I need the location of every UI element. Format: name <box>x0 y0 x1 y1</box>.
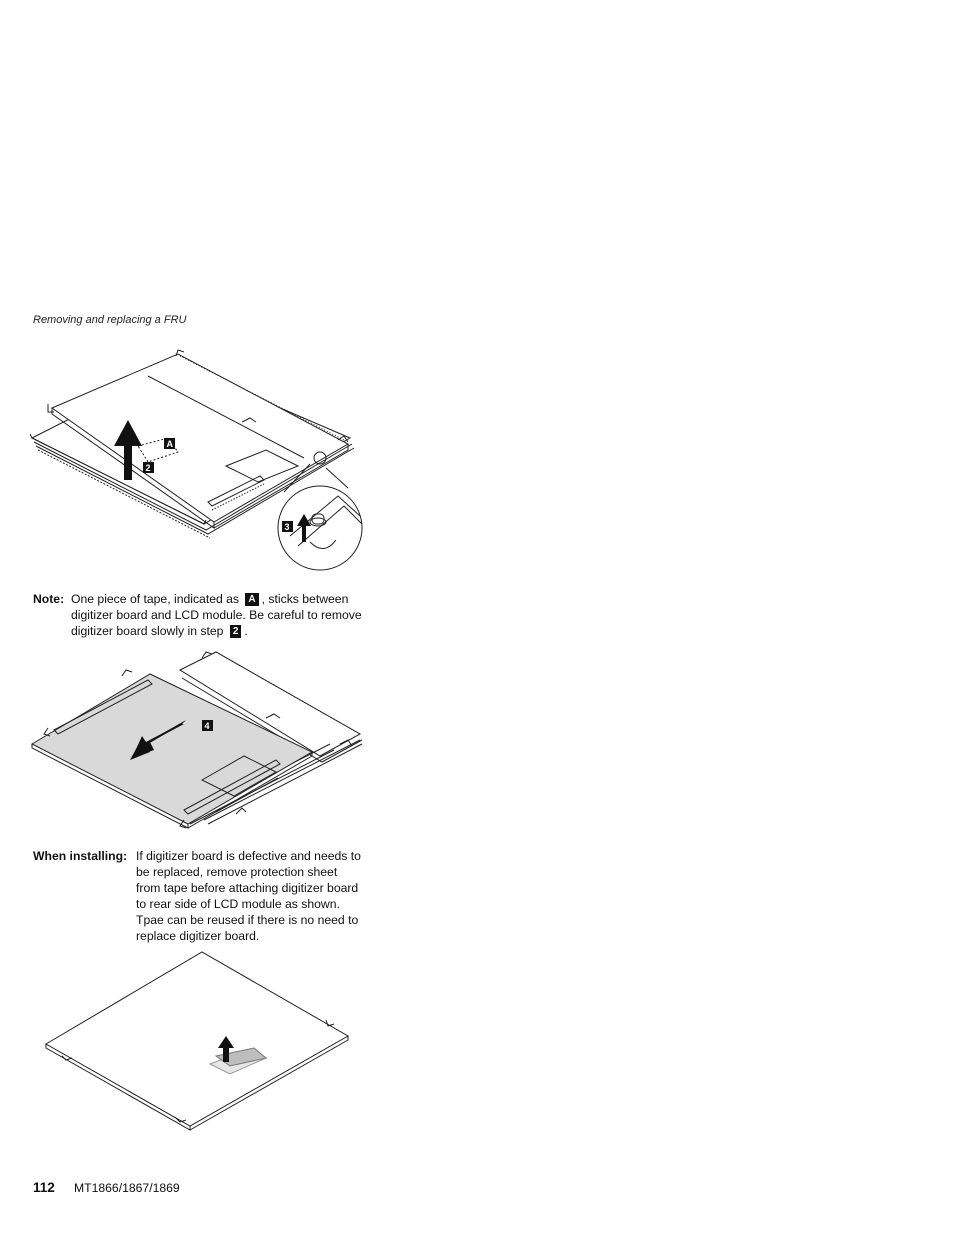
model-numbers: MT1866/1867/1869 <box>74 1181 180 1195</box>
figure-protection-sheet <box>40 950 360 1132</box>
page-number: 112 <box>33 1180 55 1195</box>
note-badge-step: 2 <box>230 625 242 638</box>
note-text-2: , sticks between digitizer board and LCD module. Be careful to remove digitizer board slowly in step <box>71 592 362 638</box>
running-header: Removing and replacing a FRU <box>33 314 187 326</box>
figure-slide-digitizer <box>30 648 365 828</box>
figure-remove-digitizer <box>28 346 368 576</box>
note-label: Note: <box>33 592 65 606</box>
callout-3: 3 <box>284 522 290 532</box>
callout-4: 4 <box>204 721 210 731</box>
digitizer-board <box>32 674 312 824</box>
install-body: If digitizer board is defective and needs to be replaced, remove protection sheet from tape before attaching digitizer board to rear side of LCD module as shown. Tpae can be reused if there is no need to replace digitizer board. <box>136 849 361 943</box>
note-text-3: . <box>244 624 248 638</box>
note-text-1: One piece of tape, indicated as <box>71 592 240 606</box>
note-badge-a: A <box>245 593 258 606</box>
callout-2: 2 <box>145 463 151 473</box>
install-label: When installing: <box>33 849 128 863</box>
callout-a: A <box>166 439 173 449</box>
note-body <box>71 591 366 639</box>
